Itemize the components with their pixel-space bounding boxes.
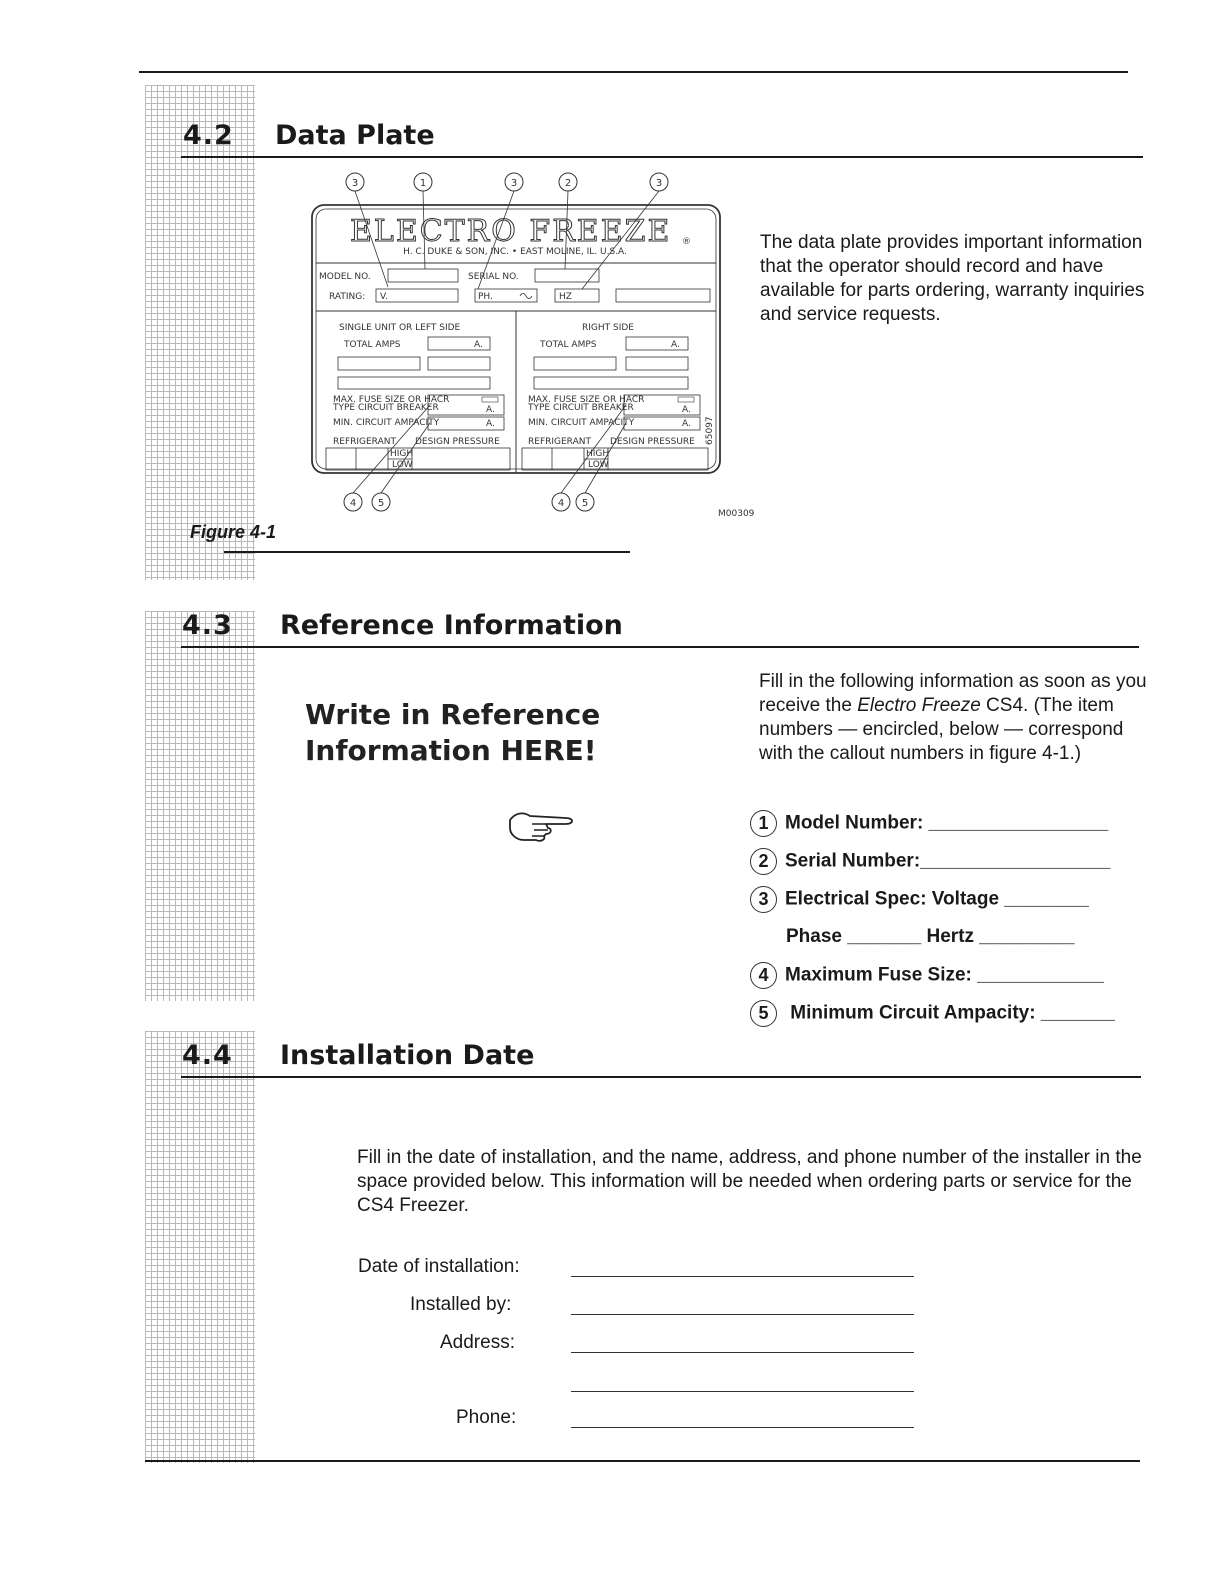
reference-intro-brand: Electro Freeze bbox=[857, 695, 981, 716]
plate-left-fuse-unit: A. bbox=[486, 405, 495, 415]
plate-side-code: 65097 bbox=[705, 416, 715, 445]
installed-by-label: Installed by: bbox=[410, 1294, 512, 1315]
section-rule-4-3 bbox=[181, 646, 1139, 648]
address-line-1[interactable] bbox=[571, 1352, 914, 1353]
reference-item-electrical-text: Electrical Spec: Voltage ________ bbox=[785, 888, 1089, 910]
section-title-installation: Installation Date bbox=[280, 1040, 535, 1071]
reference-intro-end: CS4. (The item numbers — encircled, below — correspond with the callout numbers in figure 4-1.) bbox=[759, 695, 1124, 764]
data-plate-figure bbox=[300, 165, 770, 525]
reference-item-fuse-text: Maximum Fuse Size: ____________ bbox=[785, 964, 1104, 986]
plate-right-ampacity-unit: A. bbox=[682, 419, 691, 429]
reference-item-ampacity bbox=[750, 1000, 1115, 1027]
reference-item-model-number: 1 bbox=[750, 810, 777, 837]
callout-bottom-3: 4 bbox=[557, 498, 565, 509]
section-title-reference: Reference Information bbox=[280, 610, 623, 641]
plate-right-low: LOW bbox=[588, 460, 609, 470]
reference-item-serial-text: Serial Number:__________________ bbox=[785, 850, 1111, 872]
plate-serial-label: SERIAL NO. bbox=[468, 272, 519, 282]
callout-top-4: 2 bbox=[564, 178, 572, 189]
reference-headline-line-1: Write in Reference bbox=[305, 698, 601, 731]
callouts-top bbox=[346, 173, 668, 191]
plate-model-label: MODEL NO. bbox=[319, 272, 371, 282]
figure-rule bbox=[224, 551, 630, 553]
plate-right-amps-unit: A. bbox=[671, 340, 680, 350]
plate-left-design-pressure: DESIGN PRESSURE bbox=[415, 437, 500, 447]
reference-headline bbox=[305, 697, 600, 769]
address-label: Address: bbox=[440, 1332, 515, 1353]
plate-left-min-ampacity: MIN. CIRCUIT AMPACITY bbox=[333, 418, 440, 428]
reference-item-phase-hertz bbox=[786, 926, 1074, 948]
installation-description: Fill in the date of installation, and the name, address, and phone number of the installer in the space provided below. This information will be needed when ordering parts or service for the CS4 Freezer. bbox=[357, 1147, 1142, 1216]
plate-right-total-amps: TOTAL AMPS bbox=[540, 340, 597, 350]
grid-strip-data-plate bbox=[145, 85, 255, 580]
reference-item-serial bbox=[750, 848, 1110, 875]
reference-item-phase-hertz-text: Phase _______ Hertz _________ bbox=[786, 926, 1075, 947]
reference-item-model-text: Model Number: _________________ bbox=[785, 812, 1109, 834]
callout-bottom-4: 5 bbox=[581, 498, 589, 509]
section-number-4-2: 4.2 bbox=[183, 120, 234, 151]
section-rule-4-2 bbox=[181, 156, 1143, 158]
plate-left-total-amps: TOTAL AMPS bbox=[344, 340, 401, 350]
callout-top-1: 3 bbox=[351, 178, 359, 189]
reference-item-ampacity-number: 5 bbox=[750, 1000, 777, 1027]
plate-right-refrigerant: REFRIGERANT bbox=[528, 437, 591, 447]
phone-label: Phone: bbox=[456, 1407, 517, 1428]
plate-right-design-pressure: DESIGN PRESSURE bbox=[610, 437, 695, 447]
plate-rating-label: RATING: bbox=[329, 292, 366, 302]
plate-right-max-fuse: MAX. FUSE SIZE OR HACR bbox=[528, 395, 645, 405]
callout-top-5: 3 bbox=[655, 178, 663, 189]
plate-ph-label: PH. bbox=[478, 292, 493, 302]
address-line-2[interactable] bbox=[571, 1391, 914, 1392]
plate-left-breaker: TYPE CIRCUIT BREAKER bbox=[333, 403, 439, 413]
plate-left-high: HIGH bbox=[390, 449, 414, 459]
section-title-data-plate: Data Plate bbox=[275, 120, 435, 151]
reference-item-serial-number: 2 bbox=[750, 848, 777, 875]
reference-intro-start: Fill in the following information as soon as you receive the bbox=[759, 671, 1147, 716]
callout-top-2: 1 bbox=[419, 178, 427, 189]
date-of-installation-label: Date of installation: bbox=[358, 1256, 520, 1277]
reference-item-ampacity-text: Minimum Circuit Ampacity: _______ bbox=[785, 1002, 1115, 1024]
section-rule-4-4 bbox=[181, 1076, 1141, 1078]
grid-strip-installation bbox=[145, 1031, 255, 1463]
plate-brand: ELECTRO FREEZE bbox=[350, 214, 672, 249]
callout-bottom-1: 4 bbox=[349, 498, 357, 509]
section-number-4-4: 4.4 bbox=[182, 1040, 233, 1071]
plate-left-max-fuse: MAX. FUSE SIZE OR HACR bbox=[333, 395, 450, 405]
installed-by-line[interactable] bbox=[571, 1314, 914, 1315]
plate-left-low: LOW bbox=[392, 460, 413, 470]
callout-top-3: 3 bbox=[510, 178, 518, 189]
grid-strip-reference bbox=[145, 611, 255, 1001]
plate-registered: ® bbox=[682, 237, 691, 247]
date-of-installation-line[interactable] bbox=[571, 1276, 914, 1277]
plate-right-header: RIGHT SIDE bbox=[582, 323, 634, 333]
callouts-bottom bbox=[344, 493, 594, 511]
plate-right-fuse-unit: A. bbox=[682, 405, 691, 415]
plate-right-high: HIGH bbox=[586, 449, 610, 459]
top-rule bbox=[139, 71, 1128, 73]
phone-line[interactable] bbox=[571, 1427, 914, 1428]
plate-right-min-ampacity: MIN. CIRCUIT AMPACITY bbox=[528, 418, 635, 428]
reference-headline-line-2: Information HERE! bbox=[305, 734, 597, 767]
reference-intro bbox=[759, 670, 1159, 766]
pointing-hand-icon bbox=[506, 806, 576, 844]
bottom-rule bbox=[145, 1460, 1140, 1462]
plate-left-ampacity-unit: A. bbox=[486, 419, 495, 429]
figure-code: M00309 bbox=[718, 509, 755, 519]
reference-item-electrical bbox=[750, 886, 1089, 913]
plate-left-amps-unit: A. bbox=[474, 340, 483, 350]
section-number-4-3: 4.3 bbox=[182, 610, 233, 641]
reference-item-electrical-number: 3 bbox=[750, 886, 777, 913]
data-plate-description: The data plate provides important information that the operator should record and have available for parts ordering, warranty inquiries and service requests. bbox=[760, 232, 1145, 325]
plate-left-header: SINGLE UNIT OR LEFT SIDE bbox=[339, 323, 461, 333]
reference-item-fuse-number: 4 bbox=[750, 962, 777, 989]
figure-caption: Figure 4-1 bbox=[190, 522, 277, 542]
plate-v-label: V. bbox=[380, 292, 388, 302]
plate-right-breaker: TYPE CIRCUIT BREAKER bbox=[528, 403, 634, 413]
reference-item-model bbox=[750, 810, 1108, 837]
plate-left-refrigerant: REFRIGERANT bbox=[333, 437, 396, 447]
reference-item-fuse bbox=[750, 962, 1104, 989]
callout-bottom-2: 5 bbox=[377, 498, 385, 509]
plate-maker: H. C. DUKE & SON, INC. • EAST MOLINE, IL. U.S.A. bbox=[403, 247, 627, 257]
plate-hz-label: HZ bbox=[559, 292, 572, 302]
